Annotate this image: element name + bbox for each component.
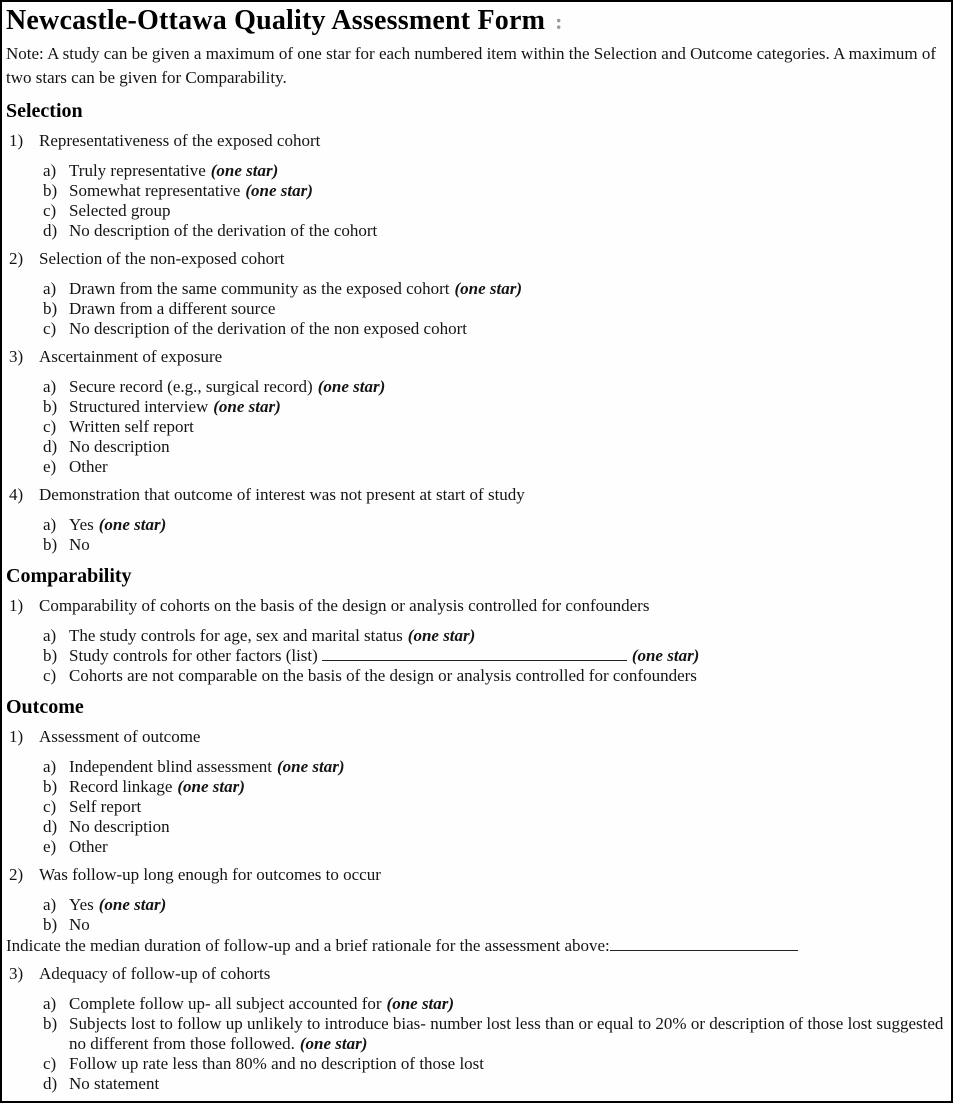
form-option bbox=[6, 397, 945, 417]
form-option bbox=[6, 221, 945, 241]
form-option bbox=[6, 181, 945, 201]
star-note: (one star) bbox=[98, 515, 167, 534]
item-text: Ascertainment of exposure bbox=[39, 347, 223, 366]
option-text: The study controls for age, sex and marital status bbox=[69, 626, 403, 645]
option-letter: d) bbox=[43, 817, 58, 836]
item-text: Adequacy of follow-up of cohorts bbox=[39, 964, 271, 983]
item-number: 4) bbox=[9, 485, 24, 504]
form-option bbox=[6, 757, 945, 777]
form-option bbox=[6, 417, 945, 437]
star-note: (one star) bbox=[277, 757, 345, 776]
option-list bbox=[6, 994, 945, 1094]
option-text: Self report bbox=[69, 797, 142, 816]
option-letter: b) bbox=[43, 777, 58, 796]
option-text: Other bbox=[69, 837, 108, 856]
title-mark: : bbox=[555, 9, 563, 34]
form-option bbox=[6, 319, 945, 339]
form-option bbox=[6, 161, 945, 181]
option-letter: a) bbox=[43, 377, 57, 396]
sections-container bbox=[6, 100, 945, 1094]
option-letter: e) bbox=[43, 837, 57, 856]
form-option bbox=[6, 915, 945, 935]
form-option bbox=[6, 299, 945, 319]
section-heading-comparability: Comparability bbox=[6, 565, 132, 587]
option-text: Written self report bbox=[69, 417, 194, 436]
item-number: 1) bbox=[9, 727, 24, 746]
option-list bbox=[6, 515, 945, 555]
option-text: No bbox=[69, 915, 90, 934]
form-option bbox=[6, 279, 945, 299]
option-letter: b) bbox=[43, 535, 58, 554]
item-number: 1) bbox=[9, 131, 24, 150]
option-letter: a) bbox=[43, 626, 57, 645]
option-text: Structured interview bbox=[69, 397, 209, 416]
option-letter: c) bbox=[43, 417, 57, 436]
option-letter: d) bbox=[43, 221, 58, 240]
star-note: (one star) bbox=[631, 646, 700, 665]
item-number: 2) bbox=[9, 865, 24, 884]
form-option bbox=[6, 895, 945, 915]
form-option bbox=[6, 994, 945, 1014]
item-number: 3) bbox=[9, 347, 24, 366]
item-text: Selection of the non-exposed cohort bbox=[39, 249, 285, 268]
option-letter: c) bbox=[43, 666, 57, 685]
item-text: Comparability of cohorts on the basis of the design or analysis controlled for confounders bbox=[39, 596, 650, 615]
option-letter: d) bbox=[43, 437, 58, 456]
footnote-text: Indicate the median duration of follow-up and a brief rationale for the assessment above: bbox=[6, 936, 610, 955]
form-option bbox=[6, 646, 945, 666]
form-option bbox=[6, 535, 945, 555]
option-list bbox=[6, 895, 945, 935]
option-text: No description bbox=[69, 817, 170, 836]
item-footnote bbox=[6, 936, 945, 956]
star-note: (one star) bbox=[386, 994, 455, 1013]
option-letter: a) bbox=[43, 895, 57, 914]
item-number: 2) bbox=[9, 249, 24, 268]
option-list bbox=[6, 279, 945, 339]
form-item bbox=[6, 131, 945, 151]
option-list bbox=[6, 757, 945, 857]
star-note: (one star) bbox=[98, 895, 167, 914]
form-option bbox=[6, 201, 945, 221]
option-letter: b) bbox=[43, 646, 58, 665]
option-letter: b) bbox=[43, 299, 58, 318]
option-text: Subjects lost to follow up unlikely to introduce bias- number lost less than or equal to 20% or description of those lost suggested no different from those followed. bbox=[69, 1014, 944, 1053]
option-letter: b) bbox=[43, 1014, 58, 1033]
option-text: Drawn from a different source bbox=[69, 299, 276, 318]
form-item bbox=[6, 347, 945, 367]
option-text: Record linkage bbox=[69, 777, 173, 796]
form-option bbox=[6, 1054, 945, 1074]
option-letter: a) bbox=[43, 757, 57, 776]
item-text: Assessment of outcome bbox=[39, 727, 201, 746]
option-letter: b) bbox=[43, 397, 58, 416]
star-note: (one star) bbox=[213, 397, 281, 416]
option-text: Truly representative bbox=[69, 161, 206, 180]
option-text: Complete follow up- all subject accounted for bbox=[69, 994, 382, 1013]
form-item bbox=[6, 596, 945, 616]
form-option bbox=[6, 797, 945, 817]
item-number: 3) bbox=[9, 964, 24, 983]
option-list bbox=[6, 161, 945, 241]
option-text: No bbox=[69, 535, 90, 554]
form-option bbox=[6, 666, 945, 686]
option-letter: e) bbox=[43, 457, 57, 476]
option-text: Selected group bbox=[69, 201, 171, 220]
star-note: (one star) bbox=[454, 279, 523, 298]
form-option bbox=[6, 817, 945, 837]
option-letter: c) bbox=[43, 201, 57, 220]
form-option bbox=[6, 515, 945, 535]
form-option bbox=[6, 837, 945, 857]
option-text: Yes bbox=[69, 895, 94, 914]
option-text: Study controls for other factors (list) bbox=[69, 646, 318, 665]
item-text: Representativeness of the exposed cohort bbox=[39, 131, 321, 150]
form-item bbox=[6, 964, 945, 984]
option-letter: c) bbox=[43, 319, 57, 338]
option-text: No description of the derivation of the non exposed cohort bbox=[69, 319, 467, 338]
option-text: Yes bbox=[69, 515, 94, 534]
option-text: Independent blind assessment bbox=[69, 757, 273, 776]
form-option bbox=[6, 437, 945, 457]
form-item bbox=[6, 727, 945, 747]
star-note: (one star) bbox=[299, 1034, 368, 1053]
page-title bbox=[6, 4, 945, 38]
section-heading-outcome: Outcome bbox=[6, 696, 84, 718]
option-letter: b) bbox=[43, 181, 58, 200]
form-option bbox=[6, 377, 945, 397]
star-note: (one star) bbox=[210, 161, 279, 180]
page-title-text: Newcastle-Ottawa Quality Assessment Form bbox=[6, 5, 546, 36]
option-letter: d) bbox=[43, 1074, 58, 1093]
note-text: Note: A study can be given a maximum of one star for each numbered item within the Selection and Outcome categories. A maximum of two stars can be given for Comparability. bbox=[6, 44, 937, 87]
form-option bbox=[6, 626, 945, 646]
option-text: Other bbox=[69, 457, 108, 476]
option-text: Drawn from the same community as the exposed cohort bbox=[69, 279, 450, 298]
form-item bbox=[6, 485, 945, 505]
form-option bbox=[6, 457, 945, 477]
option-text: Somewhat representative bbox=[69, 181, 241, 200]
star-note: (one star) bbox=[245, 181, 313, 200]
option-text: Follow up rate less than 80% and no description of those lost bbox=[69, 1054, 485, 1073]
option-letter: c) bbox=[43, 797, 57, 816]
option-letter: c) bbox=[43, 1054, 57, 1073]
option-letter: a) bbox=[43, 161, 57, 180]
star-note: (one star) bbox=[317, 377, 386, 396]
option-list bbox=[6, 377, 945, 477]
item-number: 1) bbox=[9, 596, 24, 615]
blank-line bbox=[322, 646, 627, 661]
star-note: (one star) bbox=[177, 777, 245, 796]
option-letter: a) bbox=[43, 515, 57, 534]
form-option bbox=[6, 1014, 945, 1054]
option-text: Secure record (e.g., surgical record) bbox=[69, 377, 313, 396]
option-text: No statement bbox=[69, 1074, 160, 1093]
option-text: No description bbox=[69, 437, 170, 456]
form-option bbox=[6, 1074, 945, 1094]
option-letter: a) bbox=[43, 994, 57, 1013]
form-item bbox=[6, 865, 945, 885]
option-letter: b) bbox=[43, 915, 58, 934]
option-text: Cohorts are not comparable on the basis of the design or analysis controlled for confounders bbox=[69, 666, 697, 685]
item-text: Was follow-up long enough for outcomes to occur bbox=[39, 865, 381, 884]
item-text: Demonstration that outcome of interest was not present at start of study bbox=[39, 485, 525, 504]
form-option bbox=[6, 777, 945, 797]
section-heading-selection: Selection bbox=[6, 100, 83, 122]
form-item bbox=[6, 249, 945, 269]
option-list bbox=[6, 626, 945, 686]
option-letter: a) bbox=[43, 279, 57, 298]
option-text: No description of the derivation of the cohort bbox=[69, 221, 378, 240]
star-note: (one star) bbox=[407, 626, 476, 645]
blank-line bbox=[610, 936, 798, 951]
